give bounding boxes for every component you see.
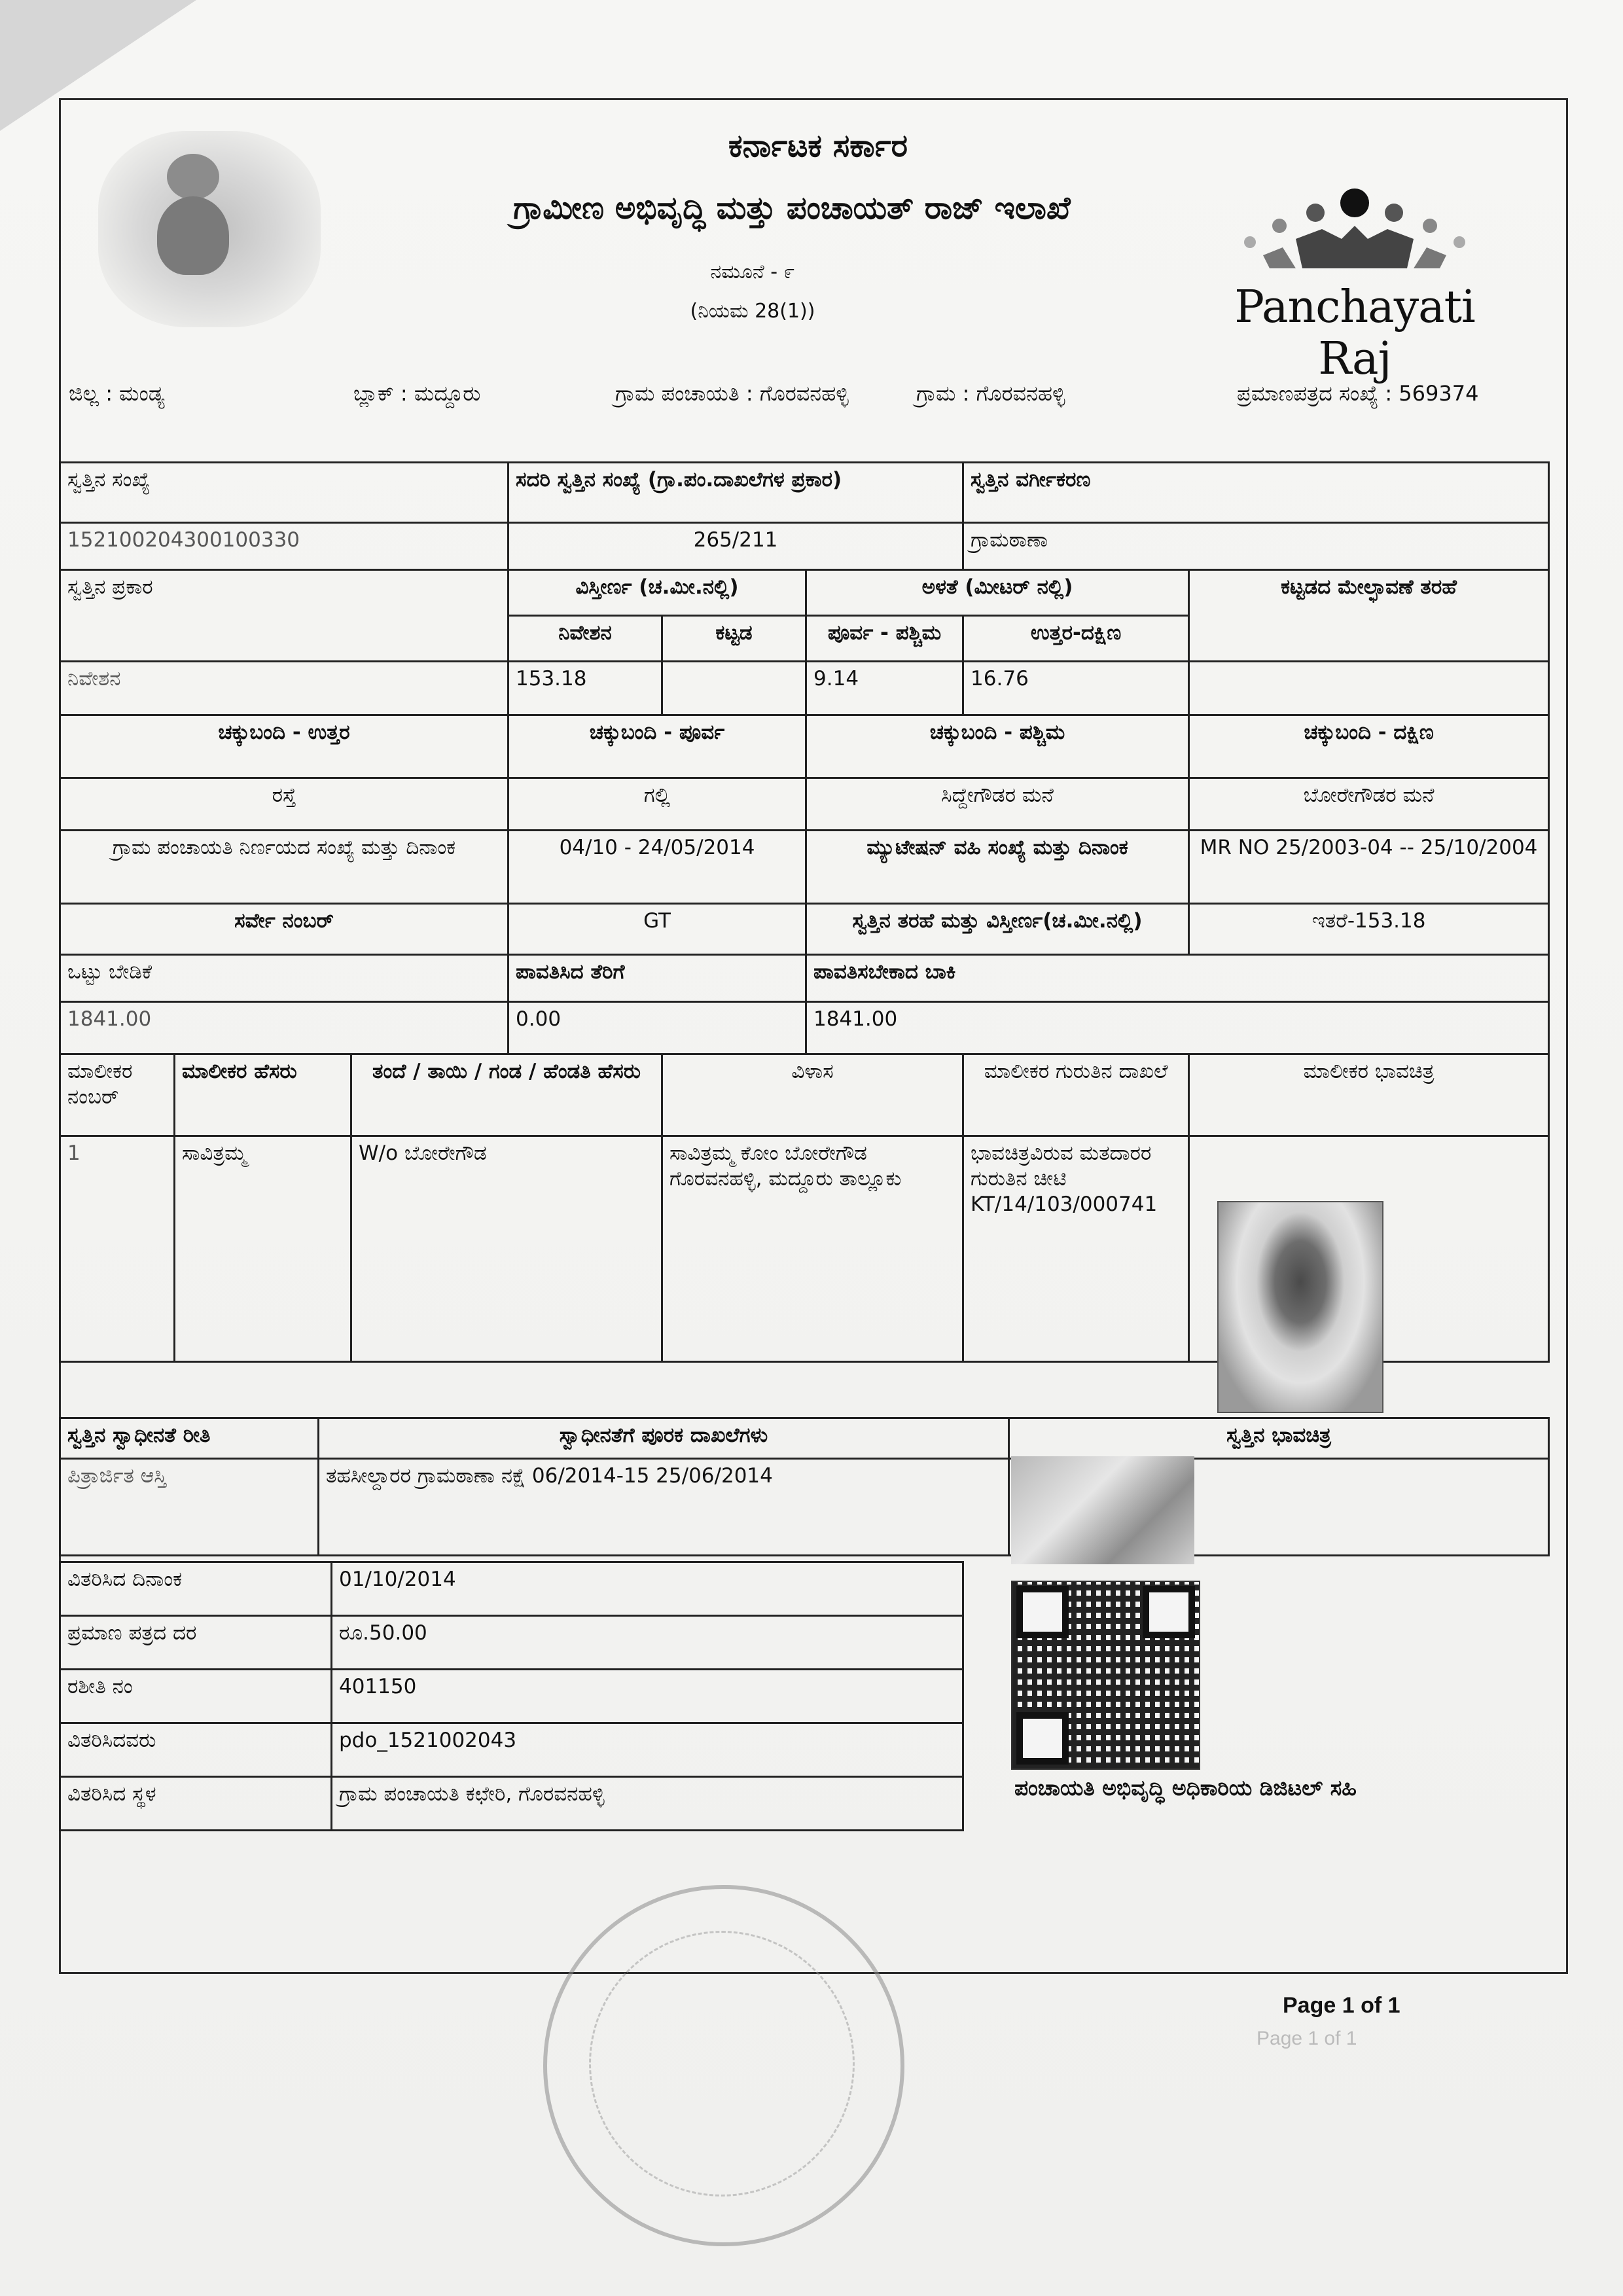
property-number: 152100204300100330 bbox=[60, 523, 508, 570]
label-site: ನಿವೇಶನ bbox=[508, 616, 662, 662]
form-number: ನಮೂನೆ - ೯ bbox=[710, 260, 795, 283]
total-demand: 1841.00 bbox=[60, 1002, 508, 1054]
emblem-shield-icon bbox=[157, 196, 229, 275]
supporting-documents: ತಹಸೀಲ್ದಾರರ ಗ್ರಾಮಠಾಣಾ ನಕ್ಷೆ 06/2014-15 25/06/2014 bbox=[319, 1459, 1009, 1556]
label-boundary-south: ಚಕ್ಕುಬಂದಿ - ದಕ್ಷಿಣ bbox=[1189, 715, 1549, 778]
label-owner-number: ಮಾಲೀಕರ ನಂಬರ್ bbox=[60, 1054, 175, 1136]
issue-place: ಗ್ರಾಮ ಪಂಚಾಯತಿ ಕಛೇರಿ, ಗೊರವನಹಳ್ಳಿ bbox=[332, 1777, 963, 1831]
label-certificate-fee: ಪ್ರಮಾಣ ಪತ್ರದ ದರ bbox=[60, 1616, 332, 1670]
label-boundary-north: ಚಕ್ಕುಬಂದಿ - ಉತ್ತರ bbox=[60, 715, 508, 778]
village: ಗ್ರಾಮ : ಗೊರವನಹಳ್ಳಿ bbox=[916, 381, 1065, 406]
label-total-demand: ಒಟ್ಟು ಬೇಡಿಕೆ bbox=[60, 955, 508, 1002]
label-classification: ಸ್ವತ್ತಿನ ವರ್ಗೀಕರಣ bbox=[963, 463, 1549, 523]
label-acquisition-mode: ಸ್ವತ್ತಿನ ಸ್ವಾಧೀನತೆ ರೀತಿ bbox=[60, 1418, 319, 1459]
acquisition-mode: ಪಿತ್ರಾರ್ಜಿತ ಆಸ್ತಿ bbox=[60, 1459, 319, 1556]
sadari-number: 265/211 bbox=[508, 523, 963, 570]
issued-by: pdo_1521002043 bbox=[332, 1723, 963, 1777]
label-owner-photo: ಮಾಲೀಕರ ಭಾವಚಿತ್ರ bbox=[1189, 1054, 1549, 1136]
owner-relation: W/o ಬೋರೇಗೌಡ bbox=[351, 1136, 662, 1362]
label-address: ವಿಳಾಸ bbox=[662, 1054, 963, 1136]
label-sadari-number: ಸದರಿ ಸ್ವತ್ತಿನ ಸಂಖ್ಯೆ (ಗ್ರಾ.ಪಂ.ದಾಖಲೆಗಳ ಪ್ರಕಾರ) bbox=[508, 463, 963, 523]
owner-id-document: ಭಾವಚಿತ್ರವಿರುವ ಮತದಾರರ ಗುರುತಿನ ಚೀಟಿ KT/14/103/000741 bbox=[963, 1136, 1189, 1362]
label-building: ಕಟ್ಟಡ bbox=[662, 616, 806, 662]
label-relation: ತಂದೆ / ತಾಯಿ / ಗಂಡ / ಹೆಂಡತಿ ಹೆಸರು bbox=[351, 1054, 662, 1136]
boundary-west: ಸಿದ್ದೇಗೌಡರ ಮನೆ bbox=[806, 778, 1189, 831]
digital-signature-label: ಪಂಚಾಯತಿ ಅಭಿವೃದ್ಧಿ ಅಧಿಕಾರಿಯ ಡಿಜಿಟಲ್ ಸಹಿ bbox=[1014, 1775, 1357, 1801]
acquisition-table bbox=[59, 1417, 1550, 1556]
label-receipt-number: ರಶೀತಿ ನಂ bbox=[60, 1670, 332, 1723]
survey-number: GT bbox=[508, 904, 806, 955]
department-title: ಗ್ರಾಮೀಣ ಅಭಿವೃದ್ಧಿ ಮತ್ತು ಪಂಚಾಯತ್ ರಾಜ್ ಇಲಾಖೆ bbox=[513, 190, 1071, 226]
label-owner-id: ಮಾಲೀಕರ ಗುರುತಿನ ದಾಖಲೆ bbox=[963, 1054, 1189, 1136]
property-photo bbox=[1011, 1456, 1194, 1564]
resolution: 04/10 - 24/05/2014 bbox=[508, 831, 806, 904]
label-issued-by: ವಿತರಿಸಿದವರು bbox=[60, 1723, 332, 1777]
panchayati-raj-logo-icon bbox=[1211, 177, 1499, 295]
receipt-number: 401150 bbox=[332, 1670, 963, 1723]
label-owner-name: ಮಾಲೀಕರ ಹೆಸರು bbox=[175, 1054, 351, 1136]
north-south: 16.76 bbox=[963, 662, 1189, 715]
label-property-photo: ಸ್ವತ್ತಿನ ಭಾವಚಿತ್ರ bbox=[1009, 1418, 1549, 1459]
balance-due: 1841.00 bbox=[806, 1002, 1549, 1054]
label-balance-due: ಪಾವತಿಸಬೇಕಾದ ಬಾಕಿ bbox=[806, 955, 1549, 1002]
area-building bbox=[662, 662, 806, 715]
label-tax-paid: ಪಾವತಿಸಿದ ತೆರಿಗೆ bbox=[508, 955, 806, 1002]
page-number-show-through: Page 1 of 1 bbox=[1257, 2028, 1357, 2049]
label-north-south: ಉತ್ತರ-ದಕ್ಷಿಣ bbox=[963, 616, 1189, 662]
seal-inner-ring bbox=[589, 1931, 855, 2197]
block: ಬ್ಲಾಕ್ : ಮದ್ದೂರು bbox=[353, 381, 481, 406]
label-issue-date: ವಿತರಿಸಿದ ದಿನಾಂಕ bbox=[60, 1562, 332, 1616]
roof-type bbox=[1189, 662, 1549, 715]
panchayati-raj-logo-text: Panchayati Raj bbox=[1234, 281, 1475, 385]
gram-panchayat: ಗ್ರಾಮ ಪಂಚಾಯತಿ : ಗೊರವನಹಳ್ಳಿ bbox=[615, 381, 849, 406]
owner-name: ಸಾವಿತ್ರಮ್ಮ bbox=[175, 1136, 351, 1362]
east-west: 9.14 bbox=[806, 662, 963, 715]
label-supporting-documents: ಸ್ವಾಧೀನತೆಗೆ ಪೂರಕ ದಾಖಲೆಗಳು bbox=[319, 1418, 1009, 1459]
owner-photo bbox=[1217, 1201, 1383, 1413]
boundary-north: ರಸ್ತೆ bbox=[60, 778, 508, 831]
certificate-number: ಪ್ರಮಾಣಪತ್ರದ ಸಂಖ್ಯೆ : 569374 bbox=[1237, 381, 1479, 406]
label-property-number: ಸ್ವತ್ತಿನ ಸಂಖ್ಯೆ bbox=[60, 463, 508, 523]
mutation: MR NO 25/2003-04 -- 25/10/2004 bbox=[1189, 831, 1549, 904]
classification: ಗ್ರಾಮಠಾಣಾ bbox=[963, 523, 1549, 570]
property-type: ನಿವೇಶನ bbox=[60, 662, 508, 715]
rule-reference: (ನಿಯಮ 28(1)) bbox=[690, 300, 815, 323]
owner-address: ಸಾವಿತ್ರಮ್ಮ ಕೋಂ ಬೋರೇಗೌಡ ಗೊರವನಹಳ್ಳಿ, ಮದ್ದೂರು ತಾಲ್ಲೂಕು bbox=[662, 1136, 963, 1362]
label-roof-type: ಕಟ್ಟಡದ ಮೇಲ್ಛಾವಣೆ ತರಹೆ bbox=[1189, 570, 1549, 662]
label-property-type: ಸ್ವತ್ತಿನ ಪ್ರಕಾರ bbox=[60, 570, 508, 662]
label-property-kind: ಸ್ವತ್ತಿನ ತರಹೆ ಮತ್ತು ವಿಸ್ತೀರ್ಣ(ಚ.ಮೀ.ನಲ್ಲಿ) bbox=[806, 904, 1189, 955]
label-issue-place: ವಿತರಿಸಿದ ಸ್ಥಳ bbox=[60, 1777, 332, 1831]
issue-date: 01/10/2014 bbox=[332, 1562, 963, 1616]
qr-code-icon bbox=[1011, 1581, 1200, 1770]
area-site: 153.18 bbox=[508, 662, 662, 715]
label-area: ವಿಸ್ತೀರ್ಣ (ಚ.ಮೀ.ನಲ್ಲಿ) bbox=[508, 570, 806, 616]
government-title: ಕರ್ನಾಟಕ ಸರ್ಕಾರ bbox=[728, 128, 908, 164]
label-boundary-east: ಚಕ್ಕುಬಂದಿ - ಪೂರ್ವ bbox=[508, 715, 806, 778]
page-number: Page 1 of 1 bbox=[1283, 1993, 1400, 2018]
label-measurement: ಅಳತೆ (ಮೀಟರ್ ನಲ್ಲಿ) bbox=[806, 570, 1189, 616]
property-kind: ಇತರೆ-153.18 bbox=[1189, 904, 1549, 955]
tax-paid: 0.00 bbox=[508, 1002, 806, 1054]
district: ಜಿಲ್ಲ : ಮಂಡ್ಯ bbox=[69, 381, 165, 406]
boundary-east: ಗಲ್ಲಿ bbox=[508, 778, 806, 831]
label-mutation: ಮ್ಯುಟೇಷನ್ ವಹಿ ಸಂಖ್ಯೆ ಮತ್ತು ದಿನಾಂಕ bbox=[806, 831, 1189, 904]
label-resolution: ಗ್ರಾಮ ಪಂಚಾಯತಿ ನಿರ್ಣಯದ ಸಂಖ್ಯೆ ಮತ್ತು ದಿನಾಂಕ bbox=[60, 831, 508, 904]
label-east-west: ಪೂರ್ವ - ಪಶ್ಚಿಮ bbox=[806, 616, 963, 662]
label-survey-number: ಸರ್ವೇ ನಂಬರ್ bbox=[60, 904, 508, 955]
certificate-fee: ರೂ.50.00 bbox=[332, 1616, 963, 1670]
label-boundary-west: ಚಕ್ಕುಬಂದಿ - ಪಶ್ಚಿಮ bbox=[806, 715, 1189, 778]
emblem-crown-icon bbox=[167, 154, 219, 200]
owner-number: 1 bbox=[60, 1136, 175, 1362]
boundary-south: ಬೋರೇಗೌಡರ ಮನೆ bbox=[1189, 778, 1549, 831]
issue-details-table bbox=[59, 1561, 964, 1831]
